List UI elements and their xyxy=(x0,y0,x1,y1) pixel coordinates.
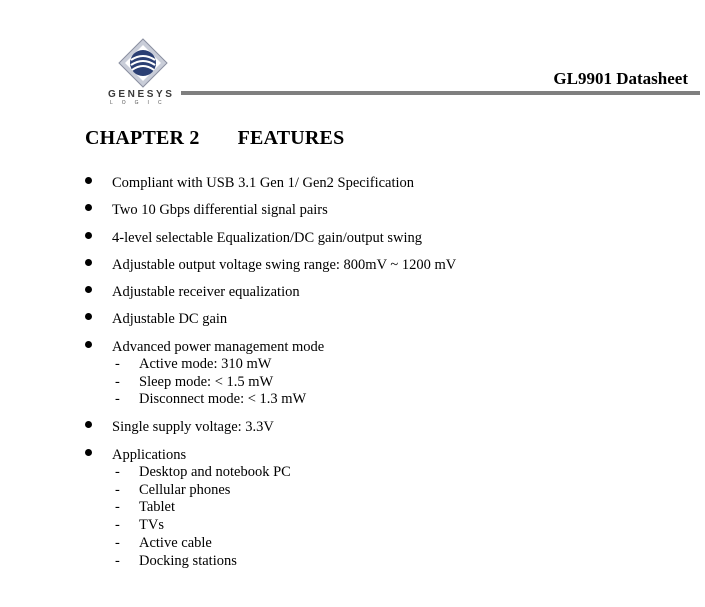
sub-item xyxy=(112,517,456,535)
dash-marker: - xyxy=(115,463,120,480)
sub-item-text: Tablet xyxy=(139,499,176,516)
dash-marker: - xyxy=(115,391,120,408)
sub-item xyxy=(112,499,456,517)
genesys-diamond-icon xyxy=(118,38,168,88)
feature-text: Two 10 Gbps differential signal pairs xyxy=(112,202,328,219)
header-divider xyxy=(181,91,700,95)
feature-item xyxy=(85,229,456,247)
feature-item xyxy=(85,310,456,328)
sub-item xyxy=(112,356,456,374)
bullet-icon xyxy=(85,259,92,266)
dash-marker: - xyxy=(115,481,120,498)
feature-item xyxy=(85,418,456,436)
sub-item xyxy=(112,464,456,482)
dash-marker: - xyxy=(115,534,120,551)
bullet-icon xyxy=(85,204,92,211)
bullet-icon xyxy=(85,421,92,428)
sub-item xyxy=(112,391,456,409)
feature-text: Compliant with USB 3.1 Gen 1/ Gen2 Specification xyxy=(112,175,415,191)
sub-item-text: TVs xyxy=(139,517,164,534)
bullet-icon xyxy=(85,313,92,320)
document-title: GL9901 Datasheet xyxy=(553,69,688,88)
dash-marker: - xyxy=(115,517,120,534)
sub-item xyxy=(112,482,456,500)
bullet-icon xyxy=(85,232,92,239)
dash-marker: - xyxy=(115,373,120,390)
logo-brand-subtext: LOGIC xyxy=(110,100,171,106)
sub-item-text: Cellular phones xyxy=(139,481,231,498)
feature-item xyxy=(85,174,456,192)
chapter-number: CHAPTER 2 xyxy=(85,127,200,149)
feature-list xyxy=(85,174,456,580)
feature-item xyxy=(85,256,456,274)
sub-item xyxy=(112,374,456,392)
sub-item xyxy=(112,553,456,571)
chapter-heading xyxy=(85,127,344,150)
feature-item xyxy=(85,201,456,219)
sub-item-text: Active mode: 310 mW xyxy=(139,355,272,372)
bullet-icon xyxy=(85,341,92,348)
sub-item-text: Docking stations xyxy=(139,552,237,569)
dash-marker: - xyxy=(115,552,120,569)
sub-item-text: Sleep mode: < 1.5 mW xyxy=(139,373,274,390)
sub-item-text: Desktop and notebook PC xyxy=(139,463,291,480)
feature-text: Single supply voltage: 3.3V xyxy=(112,419,274,436)
feature-item xyxy=(85,283,456,301)
dash-marker: - xyxy=(115,355,120,372)
feature-text: Adjustable DC gain xyxy=(112,311,228,328)
feature-text: Adjustable output voltage swing range: 800mV ~ 1200 mV xyxy=(112,256,457,273)
dash-marker: - xyxy=(115,499,120,516)
bullet-icon xyxy=(85,286,92,293)
chapter-title: FEATURES xyxy=(237,127,345,149)
logo-brand-text: GENESYS xyxy=(108,89,175,100)
feature-text: Advanced power management mode xyxy=(112,338,325,355)
sub-item-text: Active cable xyxy=(139,534,212,551)
feature-text: 4-level selectable Equalization/DC gain/output swing xyxy=(112,229,423,246)
feature-text: Applications xyxy=(112,446,187,463)
bullet-icon xyxy=(85,177,92,184)
feature-sublist xyxy=(112,464,456,571)
bullet-icon xyxy=(85,449,92,456)
sub-item xyxy=(112,535,456,553)
feature-sublist xyxy=(112,356,456,409)
feature-text: Adjustable receiver equalization xyxy=(112,284,300,301)
feature-item xyxy=(85,338,456,409)
sub-item-text: Disconnect mode: < 1.3 mW xyxy=(139,391,307,408)
feature-item xyxy=(85,446,456,571)
